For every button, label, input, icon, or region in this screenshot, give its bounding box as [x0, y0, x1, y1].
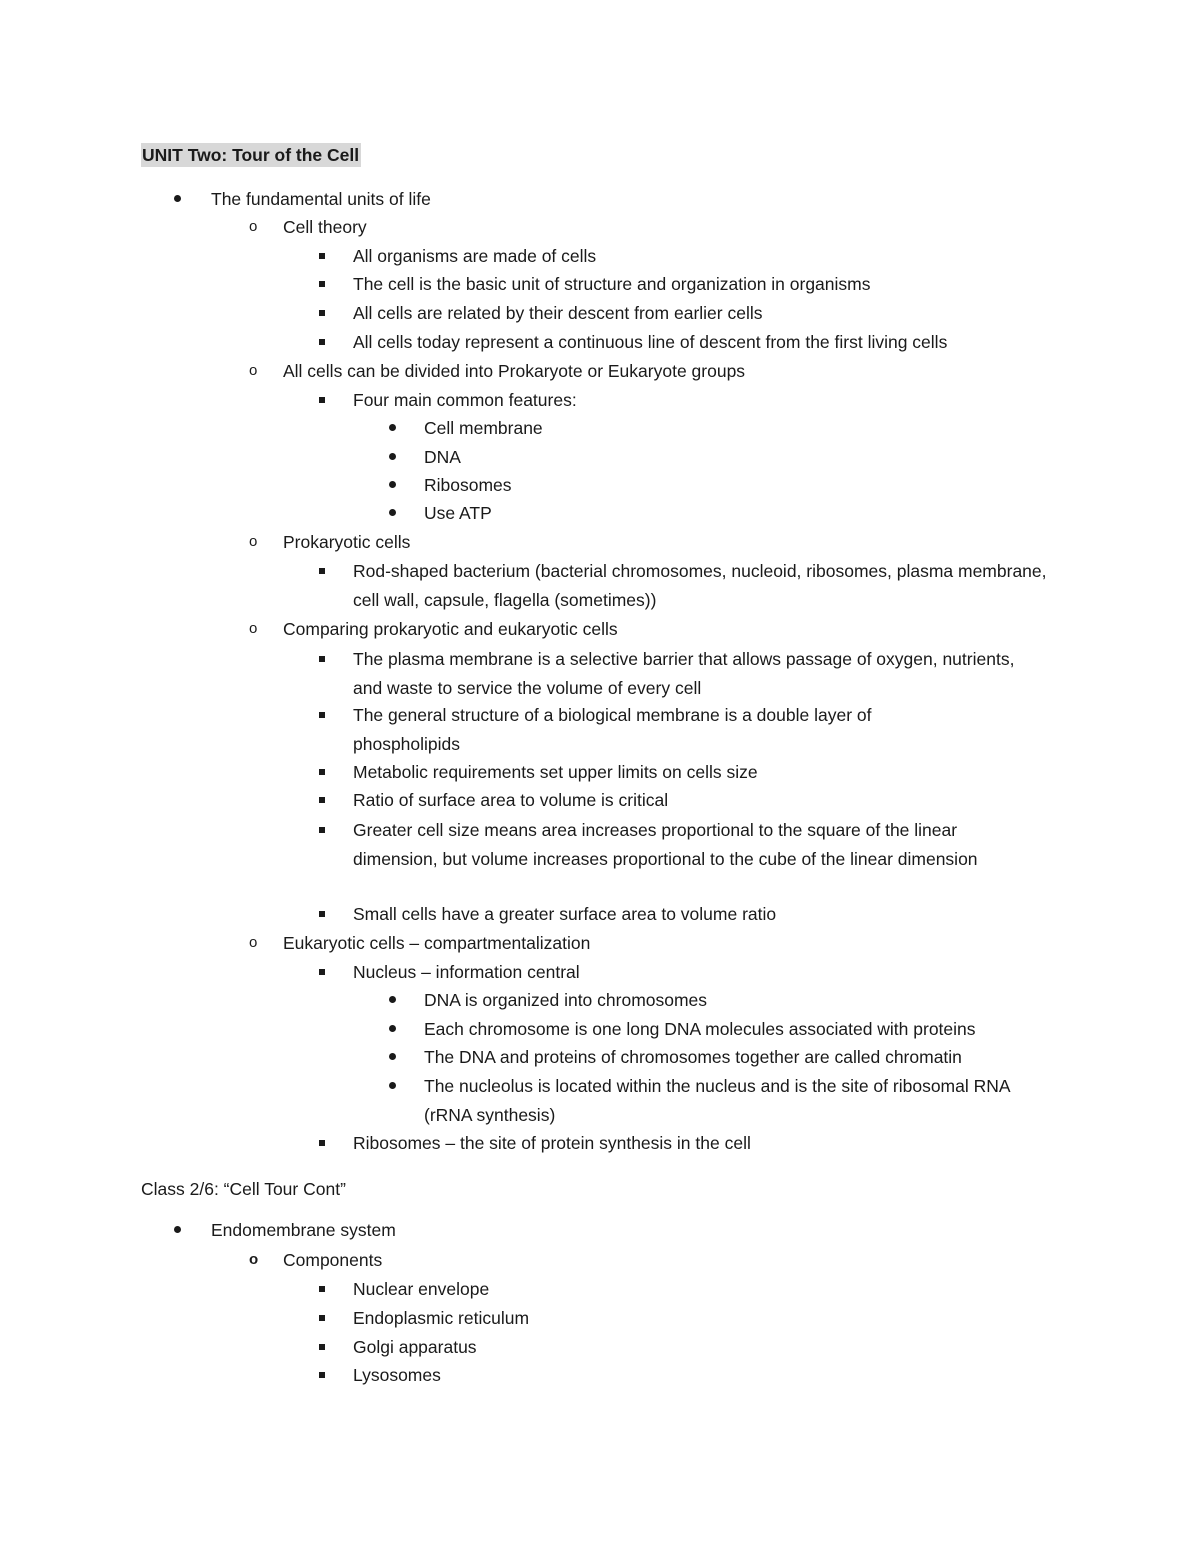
list-item-text: Golgi apparatus [353, 1337, 477, 1357]
list-item [353, 1333, 477, 1362]
bullet-circle-icon: o [249, 934, 258, 951]
list-item-text: Cell membrane [424, 418, 543, 438]
list-item-common-features [353, 386, 577, 415]
list-item [353, 1361, 441, 1390]
bullet-square-icon [319, 1140, 325, 1146]
list-item-text: Greater cell size means area increases proportional to the square of the linear dimension, but volume increases proportional to the cube of the linear dimension [353, 820, 978, 869]
list-item [424, 499, 492, 528]
list-item-eukaryotic [249, 929, 591, 958]
list-item-text: DNA [424, 447, 461, 467]
list-item [353, 900, 776, 929]
bullet-square-icon [319, 656, 325, 662]
bullet-square-icon [319, 827, 325, 833]
list-item-text: Nucleus – information central [353, 962, 580, 982]
list-item-nucleus [353, 958, 580, 987]
bullet-square-icon [319, 253, 325, 259]
list-item [353, 1304, 529, 1333]
list-item-text: Endomembrane system [211, 1220, 396, 1240]
list-item-text: All cells are related by their descent from earlier cells [353, 303, 763, 323]
list-item [353, 242, 596, 271]
bullet-disc-icon [389, 481, 396, 488]
list-item-components [249, 1246, 383, 1275]
bullet-circle-icon: o [249, 620, 258, 637]
list-item-text: Components [283, 1250, 383, 1270]
list-item [424, 471, 512, 500]
list-item-text: Ribosomes – the site of protein synthesis in the cell [353, 1133, 751, 1153]
bullet-square-icon [319, 797, 325, 803]
list-item-text: Four main common features: [353, 390, 577, 410]
bullet-square-icon [319, 1315, 325, 1321]
list-item-fundamental [211, 185, 431, 214]
list-item-text: The fundamental units of life [211, 189, 431, 209]
bullet-square-icon [319, 712, 325, 718]
list-item [353, 758, 758, 787]
list-item-text: Ribosomes [424, 475, 512, 495]
bullet-disc-icon [389, 1053, 396, 1060]
bullet-square-icon [319, 1372, 325, 1378]
list-item-prokaryotic [249, 528, 411, 557]
bullet-disc-icon [389, 453, 396, 460]
bullet-square-icon [319, 310, 325, 316]
list-item [424, 443, 461, 472]
bullet-disc-icon [174, 1226, 181, 1233]
list-item-text: Lysosomes [353, 1365, 441, 1385]
list-item [424, 414, 543, 443]
list-item [353, 645, 1033, 702]
list-item [424, 1015, 976, 1044]
bullet-disc-icon [389, 424, 396, 431]
bullet-square-icon [319, 969, 325, 975]
list-item [353, 270, 871, 299]
list-item [353, 299, 762, 328]
bullet-square-icon [319, 397, 325, 403]
list-item-text: The cell is the basic unit of structure and organization in organisms [353, 274, 871, 294]
list-item-text: Cell theory [283, 217, 367, 237]
bullet-circle-icon: o [249, 362, 258, 379]
bullet-square-icon [319, 769, 325, 775]
list-item [353, 701, 973, 758]
bullet-square-icon [319, 911, 325, 917]
list-item [424, 1043, 962, 1072]
list-item-cell-theory [249, 213, 367, 242]
class-heading: Class 2/6: “Cell Tour Cont” [141, 1179, 346, 1199]
list-item [353, 816, 1043, 873]
bullet-disc-icon [174, 195, 181, 202]
list-item-text: Small cells have a greater surface area to volume ratio [353, 904, 777, 924]
list-item-text: The general structure of a biological membrane is a double layer of phospholipids [353, 705, 872, 754]
list-item-comparing [249, 615, 618, 644]
list-item-text: The plasma membrane is a selective barrier that allows passage of oxygen, nutrients, and waste to service the volume of every cell [353, 649, 1015, 698]
list-item-text: The nucleolus is located within the nucleus and is the site of ribosomal RNA (rRNA synthesis) [424, 1076, 1010, 1125]
list-item [424, 986, 707, 1015]
list-item-text: Prokaryotic cells [283, 532, 411, 552]
list-item-text: Eukaryotic cells – compartmentalization [283, 933, 591, 953]
list-item-text: Use ATP [424, 503, 492, 523]
bullet-circle-icon: o [249, 1251, 259, 1268]
bullet-disc-icon [389, 1082, 396, 1089]
list-item-text: Endoplasmic reticulum [353, 1308, 530, 1328]
list-item-text: All cells can be divided into Prokaryote or Eukaryote groups [283, 361, 746, 381]
list-item-groups [249, 357, 746, 386]
list-item-text: Each chromosome is one long DNA molecules associated with proteins [424, 1019, 976, 1039]
list-item-text: DNA is organized into chromosomes [424, 990, 708, 1010]
list-item-text: Comparing prokaryotic and eukaryotic cells [283, 619, 618, 639]
bullet-square-icon [319, 281, 325, 287]
bullet-square-icon [319, 568, 325, 574]
list-item [353, 1275, 489, 1304]
list-item [353, 328, 947, 357]
list-item-text: All organisms are made of cells [353, 246, 597, 266]
bullet-square-icon [319, 1344, 325, 1350]
list-item-text: All cells today represent a continuous line of descent from the first living cells [353, 332, 948, 352]
bullet-circle-icon: o [249, 533, 258, 550]
list-item-text: Metabolic requirements set upper limits on cells size [353, 762, 758, 782]
list-item-text: Ratio of surface area to volume is critical [353, 790, 669, 810]
list-item-text: Nuclear envelope [353, 1279, 490, 1299]
list-item-text: The DNA and proteins of chromosomes together are called chromatin [424, 1047, 962, 1067]
list-item-text: Rod-shaped bacterium (bacterial chromosomes, nucleoid, ribosomes, plasma membrane, cell wall, capsule, flagella (sometimes)) [353, 561, 1047, 610]
list-item [353, 786, 668, 815]
unit-heading: UNIT Two: Tour of the Cell [142, 145, 360, 165]
bullet-disc-icon [389, 996, 396, 1003]
bullet-square-icon [319, 1286, 325, 1292]
list-item [424, 1072, 1054, 1129]
list-item-endomembrane [211, 1216, 396, 1245]
list-item-ribosomes [353, 1129, 751, 1158]
list-item [353, 557, 1053, 614]
bullet-disc-icon [389, 1025, 396, 1032]
bullet-square-icon [319, 339, 325, 345]
bullet-circle-icon: o [249, 218, 258, 235]
bullet-disc-icon [389, 509, 396, 516]
